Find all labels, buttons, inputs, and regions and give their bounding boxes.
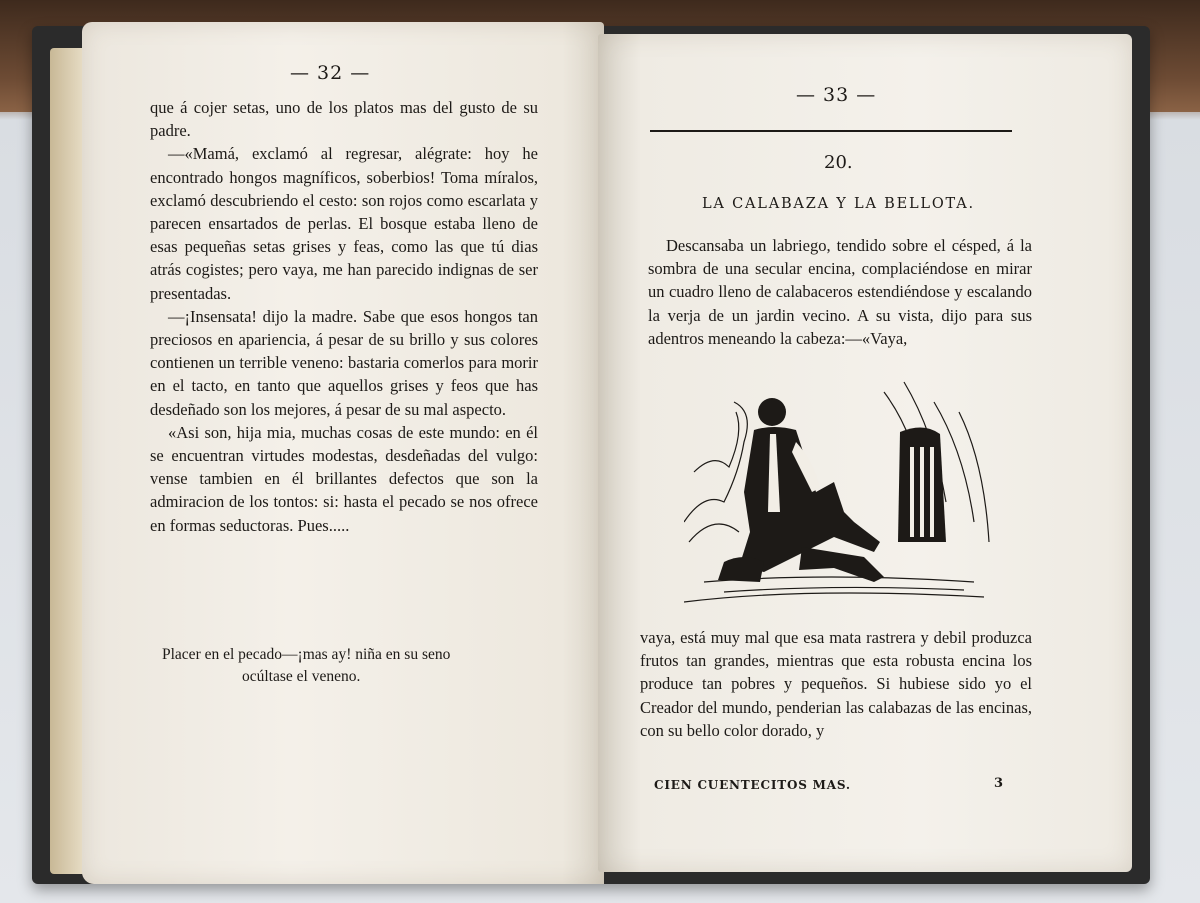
footer-book-title: CIEN CUENTECITOS MAS. (654, 778, 851, 792)
paragraph: que á cojer setas, uno de los platos mas del gusto de su padre. (150, 98, 538, 141)
paragraph: «Asi son, hija mia, muchas cosas de este mundo: en él se encuentran virtudes modestas, desdeñadas del vulgo: vense tambien en él brillantes defectos que son la admiracion de los tontos: si: hasta el pecado se nos ofrece en formas seductoras. Pues..... (150, 422, 538, 535)
paragraph: Descansaba un labriego, tendido sobre el césped, á la sombra de una secular encina, complaciéndose en mirar un cuadro lleno de calabaceros estendiéndose y escalando la verja de un jardin vecino. A su vista, dijo para sus adentros meneando la cabeza:—«Vaya, (648, 236, 1032, 348)
verse-line: Placer en el pecado—¡mas ay! niña en su seno (162, 646, 451, 663)
paragraph: vaya, está muy mal que esa mata rastrera y debil produzca frutos tan grandes, mientras que esta robusta encina los produce tan pobres y pequeños. Si hubiese sido yo el Creador del mundo, penderian las calabazas de las encinas, con su bello color dorado, y (640, 628, 1032, 740)
chapter-title: LA CALABAZA Y LA BELLOTA. (702, 196, 975, 212)
right-page-text-bottom (640, 626, 1032, 742)
right-page (598, 34, 1132, 872)
header-rule (650, 130, 1012, 132)
paragraph: —«Mamá, exclamó al regresar, alégrate: hoy he encontrado hongos magníficos, soberbios! Toma míralos, exclamó descubriendo el cesto: son rojos como escarlata y parecen ensartados de perlas. El bosque estaba lleno de esas pequeñas setas grises y feas, como las que tú dias atrás cogistes; pero vaya, me han parecido indignas de ser presentadas. (150, 144, 538, 303)
chapter-number: 20. (824, 152, 853, 173)
right-page-text-top (648, 234, 1032, 350)
engraving-illustration (684, 372, 994, 612)
footer-signature-mark: 3 (994, 776, 1004, 791)
left-page-text (150, 96, 538, 537)
page-number-right: — 33 — (796, 84, 877, 106)
page-number-left: — 32 — (290, 62, 371, 84)
left-page (82, 22, 604, 884)
verse-line: ocúltase el veneno. (242, 668, 361, 685)
paragraph: —¡Insensata! dijo la madre. Sabe que esos hongos tan preciosos en apariencia, á pesar de su brillo y sus colores contienen un terrible veneno: bastaria comerlos para morir en el tacto, en tanto que aquellos grises y feos que has desdeñado son los mejores, á pesar de su mal aspecto. (150, 306, 538, 419)
